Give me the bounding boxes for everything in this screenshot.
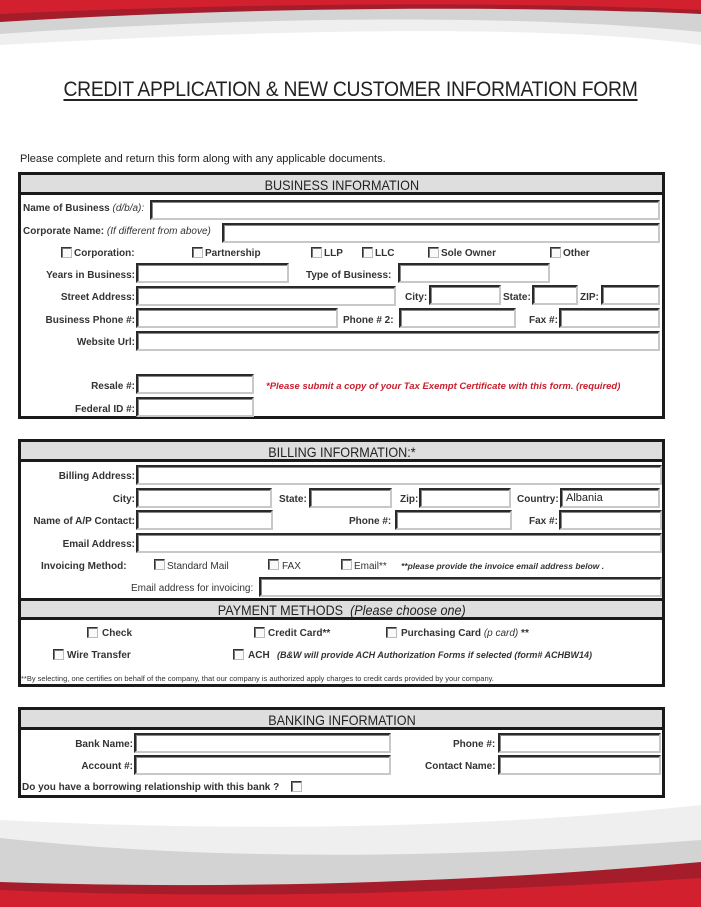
email-invoice-checkbox[interactable] bbox=[341, 559, 352, 570]
standard-mail-label: Standard Mail bbox=[167, 561, 229, 572]
purchasing-card-checkbox[interactable] bbox=[386, 627, 397, 638]
page-title: CREDIT APPLICATION & NEW CUSTOMER INFORMATION FORM bbox=[63, 78, 638, 101]
street-address-label: Street Address: bbox=[60, 292, 135, 303]
other-checkbox[interactable] bbox=[550, 247, 561, 258]
borrowing-relationship-label: Do you have a borrowing relationship with this bank ? bbox=[22, 782, 280, 793]
standard-mail-checkbox[interactable] bbox=[154, 559, 165, 570]
country-input[interactable]: Albania bbox=[560, 488, 660, 508]
partnership-checkbox[interactable] bbox=[192, 247, 203, 258]
phone-2-label: Phone # 2: bbox=[343, 315, 394, 326]
billing-zip-label: Zip: bbox=[400, 494, 419, 505]
business-information-section bbox=[18, 172, 665, 419]
invoice-email-input[interactable] bbox=[259, 577, 662, 597]
billing-state-label: State: bbox=[279, 494, 307, 505]
ach-checkbox[interactable] bbox=[233, 649, 244, 660]
other-label: Other bbox=[563, 248, 590, 259]
credit-card-checkbox[interactable] bbox=[254, 627, 265, 638]
ap-contact-label: Name of A/P Contact: bbox=[33, 516, 135, 527]
corporation-label: Corporation: bbox=[74, 248, 135, 259]
business-section-heading: BUSINESS INFORMATION bbox=[21, 175, 662, 195]
type-of-business-label: Type of Business: bbox=[306, 270, 392, 281]
fax-invoice-label: FAX bbox=[282, 561, 301, 572]
borrowing-relationship-checkbox[interactable] bbox=[291, 781, 302, 792]
billing-fax-label: Fax #: bbox=[529, 516, 558, 527]
bank-contact-label: Contact Name: bbox=[425, 761, 496, 772]
header-wave-decoration bbox=[0, 0, 701, 50]
payment-methods-heading: PAYMENT METHODS (Please choose one) bbox=[21, 598, 662, 620]
sole-owner-checkbox[interactable] bbox=[428, 247, 439, 258]
llc-checkbox[interactable] bbox=[362, 247, 373, 258]
billing-information-section bbox=[18, 439, 665, 687]
email-invoice-label: Email** bbox=[354, 561, 387, 572]
wire-transfer-label: Wire Transfer bbox=[67, 650, 131, 661]
bank-phone-label: Phone #: bbox=[453, 739, 496, 750]
business-phone-input[interactable] bbox=[136, 308, 338, 328]
country-label: Country: bbox=[517, 494, 559, 505]
years-in-business-label: Years in Business: bbox=[46, 270, 135, 281]
city-label: City: bbox=[405, 292, 428, 303]
banking-section-heading: BANKING INFORMATION bbox=[21, 710, 662, 730]
phone-2-input[interactable] bbox=[399, 308, 516, 328]
billing-phone-input[interactable] bbox=[395, 510, 512, 530]
email-address-label: Email Address: bbox=[62, 539, 135, 550]
credit-card-label: Credit Card** bbox=[268, 628, 331, 639]
bank-name-input[interactable] bbox=[134, 733, 391, 753]
corporation-checkbox[interactable] bbox=[61, 247, 72, 258]
billing-address-label: Billing Address: bbox=[58, 471, 135, 482]
street-address-input[interactable] bbox=[136, 286, 396, 306]
billing-city-input[interactable] bbox=[136, 488, 272, 508]
corporate-name-label: Corporate Name: (If different from above) bbox=[23, 226, 211, 237]
check-payment-checkbox[interactable] bbox=[87, 627, 98, 638]
account-number-input[interactable] bbox=[134, 755, 391, 775]
account-number-label: Account #: bbox=[81, 761, 133, 772]
resale-number-input[interactable] bbox=[136, 374, 254, 394]
federal-id-input[interactable] bbox=[136, 397, 254, 417]
business-phone-label: Business Phone #: bbox=[45, 315, 135, 326]
invoicing-method-label: Invoicing Method: bbox=[41, 561, 127, 572]
billing-zip-input[interactable] bbox=[419, 488, 511, 508]
billing-state-input[interactable] bbox=[309, 488, 392, 508]
email-address-input[interactable] bbox=[136, 533, 662, 553]
fax-input[interactable] bbox=[559, 308, 660, 328]
llc-label: LLC bbox=[375, 248, 395, 259]
ach-label: ACH bbox=[248, 650, 270, 661]
business-name-label: Name of Business (d/b/a): bbox=[23, 203, 145, 214]
ap-contact-input[interactable] bbox=[136, 510, 273, 530]
bank-contact-input[interactable] bbox=[498, 755, 661, 775]
ach-note: (B&W will provide ACH Authorization Forms if selected (form# ACHBW14) bbox=[277, 650, 593, 660]
zip-label: ZIP: bbox=[580, 292, 599, 303]
footer-wave-decoration bbox=[0, 800, 701, 907]
bank-phone-input[interactable] bbox=[498, 733, 661, 753]
fax-invoice-checkbox[interactable] bbox=[268, 559, 279, 570]
fax-label: Fax #: bbox=[529, 315, 558, 326]
tax-exempt-note: *Please submit a copy of your Tax Exempt Certificate with this form. (required) bbox=[266, 381, 621, 392]
purchasing-card-label: Purchasing Card (p card) ** bbox=[401, 628, 529, 639]
bank-name-label: Bank Name: bbox=[75, 739, 133, 750]
billing-phone-label: Phone #: bbox=[349, 516, 392, 527]
billing-city-label: City: bbox=[112, 494, 135, 505]
invoice-email-label: Email address for invoicing: bbox=[131, 583, 254, 594]
billing-fax-input[interactable] bbox=[559, 510, 662, 530]
federal-id-label: Federal ID #: bbox=[74, 404, 135, 415]
zip-input[interactable] bbox=[601, 285, 660, 305]
billing-section-heading: BILLING INFORMATION:* bbox=[21, 442, 662, 462]
partnership-label: Partnership bbox=[205, 248, 261, 259]
website-url-label: Website Url: bbox=[76, 337, 135, 348]
llp-label: LLP bbox=[324, 248, 343, 259]
wire-transfer-checkbox[interactable] bbox=[53, 649, 64, 660]
corporate-name-input[interactable] bbox=[222, 223, 660, 243]
sole-owner-label: Sole Owner bbox=[441, 248, 497, 259]
website-url-input[interactable] bbox=[136, 331, 660, 351]
check-payment-label: Check bbox=[102, 628, 133, 639]
city-input[interactable] bbox=[429, 285, 501, 305]
billing-address-input[interactable] bbox=[136, 465, 662, 485]
intro-text: Please complete and return this form along with any applicable documents. bbox=[20, 153, 386, 165]
resale-number-label: Resale #: bbox=[91, 381, 135, 392]
state-label: State: bbox=[503, 292, 531, 303]
type-of-business-input[interactable] bbox=[398, 263, 550, 283]
years-in-business-input[interactable] bbox=[136, 263, 289, 283]
business-name-input[interactable] bbox=[150, 200, 660, 220]
state-input[interactable] bbox=[532, 285, 578, 305]
banking-information-section bbox=[18, 707, 665, 798]
invoicing-note: **please provide the invoice email address below . bbox=[401, 561, 605, 571]
llp-checkbox[interactable] bbox=[311, 247, 322, 258]
credit-card-disclaimer: **By selecting, one certifies on behalf of the company, that our company is authorized apply charges to credit cards provided by your company. bbox=[21, 674, 494, 683]
